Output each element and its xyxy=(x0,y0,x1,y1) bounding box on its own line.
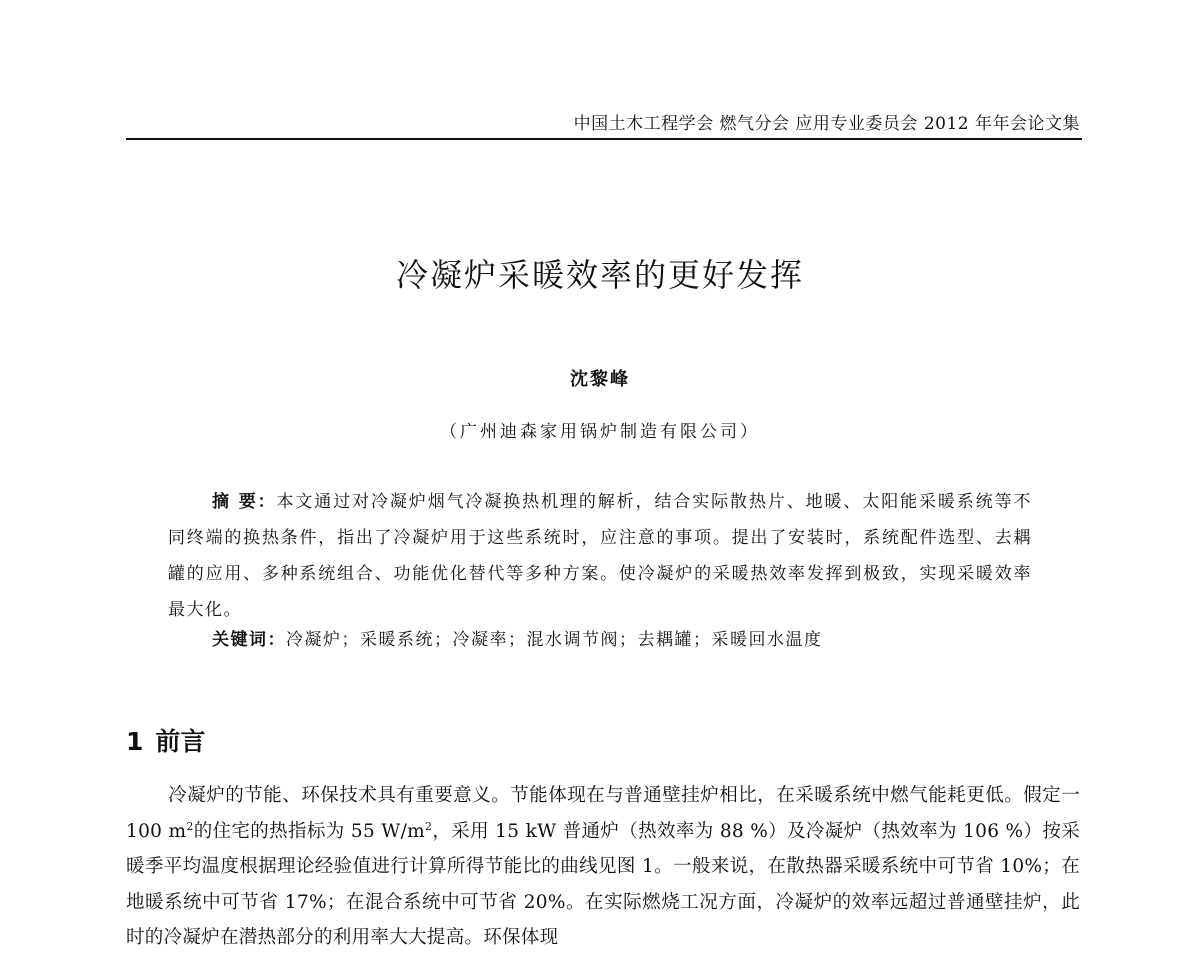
abstract-text: 本文通过对冷凝炉烟气冷凝换热机理的解析，结合实际散热片、地暖、太阳能采暖系统等不同终端的换热条件，指出了冷凝炉用于这些系统时，应注意的事项。提出了安装时，系统配件选型、去耦罐的应用、多种系统组合、功能优化替代等多种方案。使冷凝炉的采暖热效率发挥到极致，实现采暖效率最大化。 xyxy=(168,492,1033,620)
section-heading xyxy=(126,722,205,762)
paragraph-part-1: 冷凝炉的节能、环保技术具有重要意义。节能体现在与普通壁挂炉相比，在采暖系统中燃气能耗更低。假定一 100 m xyxy=(126,785,1080,842)
abstract xyxy=(168,484,1032,628)
section-title: 前言 xyxy=(155,727,206,756)
superscript-1: 2 xyxy=(186,819,194,833)
keywords-label: 关键词： xyxy=(212,630,286,650)
author-name: 沈黎峰 xyxy=(570,369,630,390)
paragraph-part-3: ，采用 15 kW 普通炉（热效率为 88 %）及冷凝炉（热效率为 106 %）按采暖季平均温度根据理论经验值进行计算所得节能比的曲线见图 1。一般来说，在散热器采暖系统中可节省 10%；在地暖系统中可节省 17%；在混合系统中可节省 20%。在实际燃烧工况方面，冷凝炉的效率远超过普通壁挂炉，此时的冷凝炉在潜热部分的利用率大大提高。环保体现 xyxy=(126,820,1081,948)
keywords xyxy=(212,624,1032,656)
body-paragraph xyxy=(126,778,1080,956)
keywords-text: 冷凝炉；采暖系统；冷凝率；混水调节阀；去耦罐；采暖回水温度 xyxy=(286,630,823,650)
section-number: 1 xyxy=(126,727,144,756)
abstract-label: 摘 要： xyxy=(212,492,277,512)
header-rule xyxy=(126,138,1082,140)
superscript-2: 2 xyxy=(424,819,433,833)
affiliation: （广州迪森家用锅炉制造有限公司） xyxy=(440,422,760,442)
paragraph-part-2: 的住宅的热指标为 55 W/m xyxy=(193,820,425,842)
running-header: 中国土木工程学会 燃气分会 应用专业委员会 2012 年年会论文集 xyxy=(573,114,1080,134)
paper-title: 冷凝炉采暖效率的更好发挥 xyxy=(395,256,804,294)
